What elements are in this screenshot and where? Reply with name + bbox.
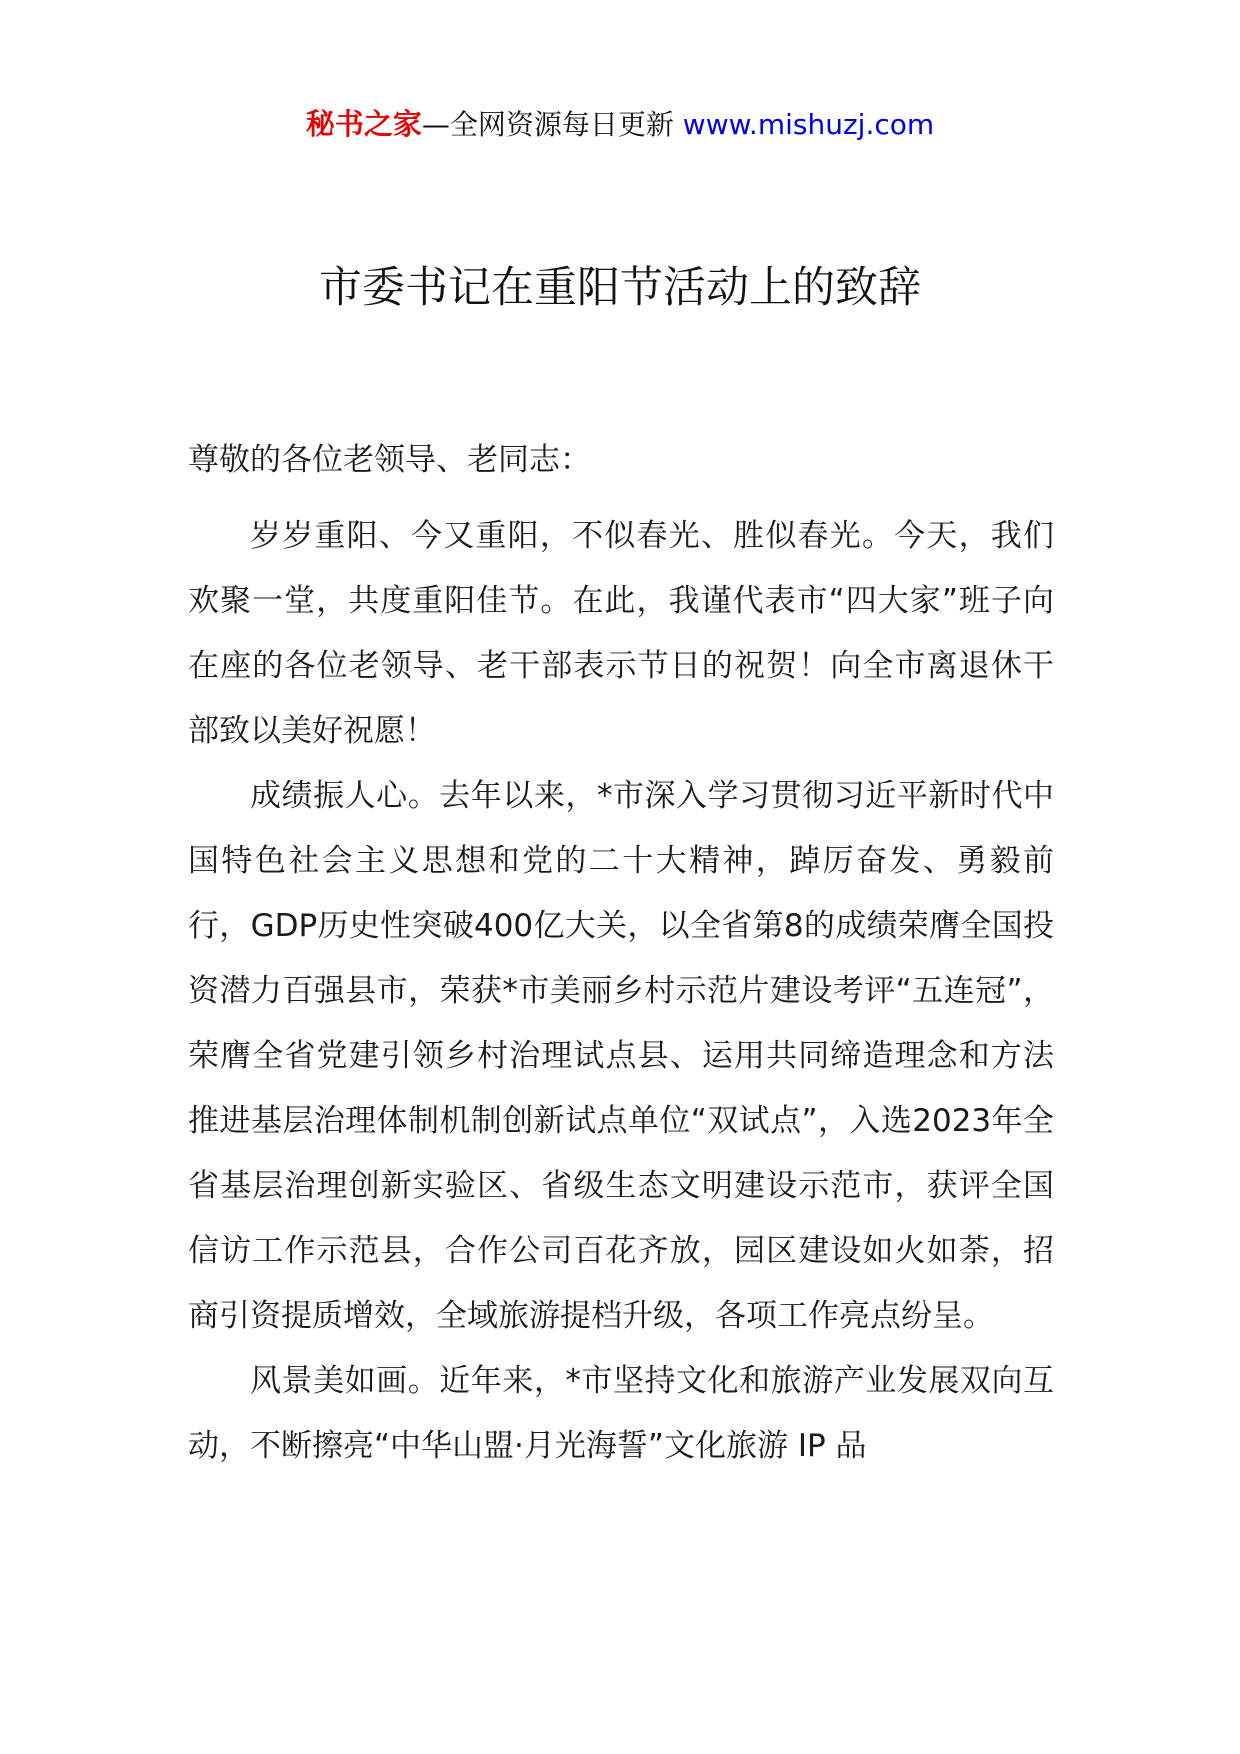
- document-body: [188, 428, 1054, 1479]
- brand-name: 秘书之家: [305, 107, 422, 141]
- paragraph-achievements: 成绩振人心。去年以来，*市深入学习贯彻习近平新时代中国特色社会主义思想和党的二十大精神，踔厉奋发、勇毅前行，GDP历史性突破400亿大关，以全省第8的成绩荣膺全国投资潜力百强县市，荣获*市美丽乡村示范片建设考评“五连冠”，荣膺全省党建引领乡村治理试点县、运用共同缔造理念和方法推进基层治理体制机制创新试点单位“双试点”，入选2023年全省基层治理创新实验区、省级生态文明建设示范市，获评全国信访工作示范县，合作公司百花齐放，园区建设如火如荼，招商引资提质增效，全域旅游提档升级，各项工作亮点纷呈。: [188, 778, 1054, 1334]
- site-header: [0, 102, 1240, 147]
- site-url-link[interactable]: www.mishuzj.com: [682, 108, 935, 141]
- header-slogan: —全网资源每日更新: [421, 108, 674, 141]
- paragraph-greeting: 岁岁重阳、今又重阳，不似春光、胜似春光。今天，我们欢聚一堂，共度重阳佳节。在此，我谨代表市“四大家”班子向在座的各位老领导、老干部表示节日的祝贺！向全市离退休干部致以美好祝愿！: [188, 518, 1054, 749]
- salutation: 尊敬的各位老领导、老同志：: [188, 442, 591, 478]
- document-title: 市委书记在重阳节活动上的致辞: [319, 263, 921, 313]
- paragraph-scenery: 风景美如画。近年来，*市坚持文化和旅游产业发展双向互动，不断擦亮“中华山盟·月光海誓”文化旅游 IP 品: [188, 1363, 1054, 1464]
